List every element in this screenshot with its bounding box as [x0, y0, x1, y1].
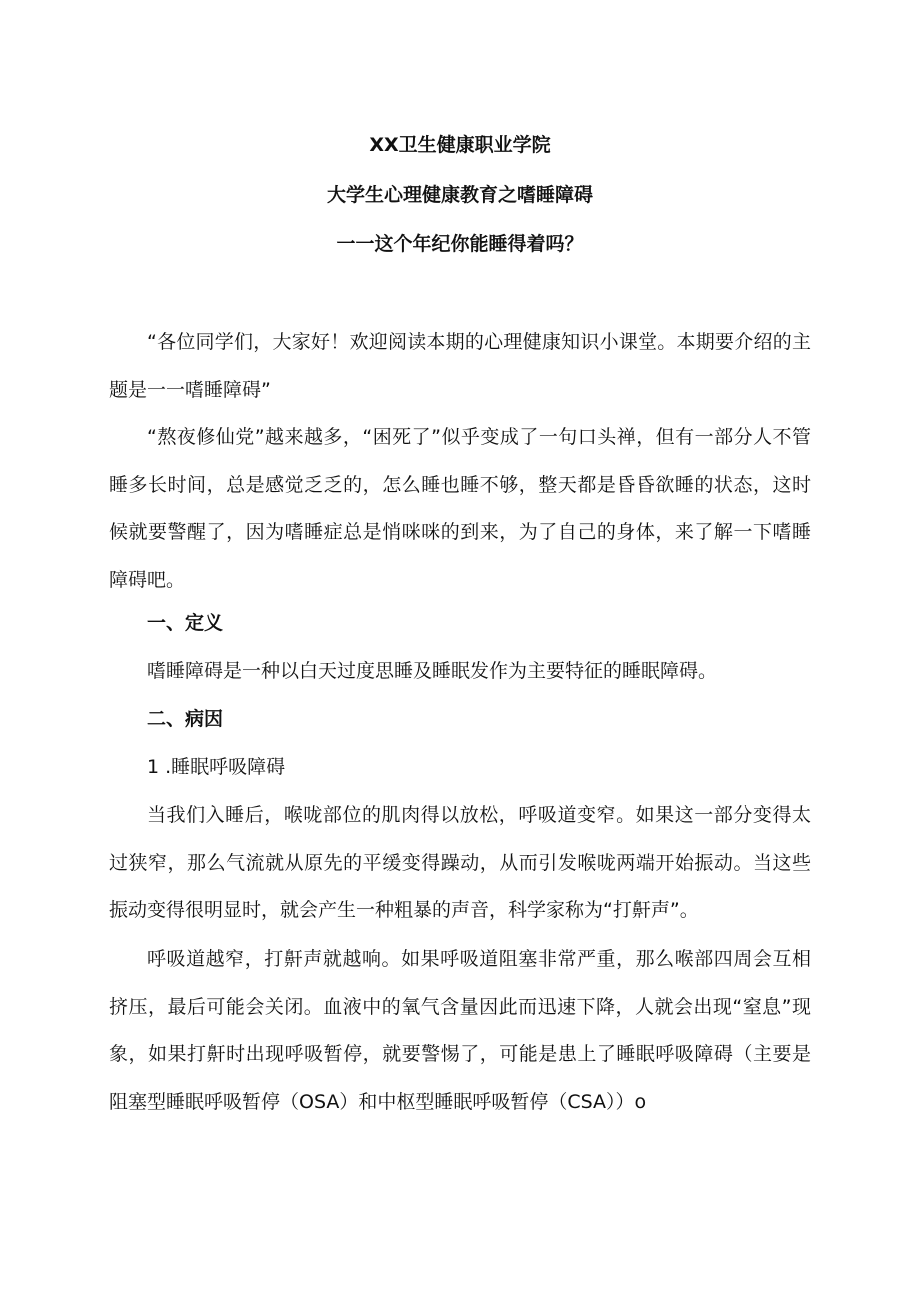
document-subtitle: 一一这个年纪你能睡得着吗？	[336, 233, 584, 255]
section-causes-heading: 二、病因	[147, 708, 224, 730]
institution-title: XX卫生健康职业学院	[369, 134, 551, 156]
apnea-paragraph: 呼吸道越窄，打鼾声就越响。如果呼吸道阻塞非常严重，那么喉部四周会互相挤压，最后可能会关闭。血液中的氧气含量因此而迅速下降，人就会出现“窒息”现象，如果打鼾时出现呼吸暂停，就要警惕了，可能是患上了睡眠呼吸障碍（主要是阻塞型睡眠呼吸暂停（OSA）和中枢型睡眠呼吸暂停（CSA））o	[109, 948, 811, 1113]
subsection-breathing-heading: 1 .睡眠呼吸障碍	[147, 756, 286, 778]
intro-paragraph: “各位同学们，大家好！欢迎阅读本期的心理健康知识小课堂。本期要介绍的主题是一一嗜睡障碍”	[109, 331, 811, 401]
document-title: 大学生心理健康教育之嗜睡障碍	[326, 184, 593, 206]
background-paragraph: “熬夜修仙党”越来越多，“困死了”似乎变成了一句口头禅，但有一部分人不管睡多长时间，总是感觉乏乏的，怎么睡也睡不够，整天都是昏昏欲睡的状态，这时候就要警醒了，因为嗜睡症总是悄咪咪的到来，为了自己的身体，来了解一下嗜睡障碍吧。	[109, 426, 811, 591]
section-definition-heading: 一、定义	[147, 612, 224, 634]
definition-paragraph: 嗜睡障碍是一种以白天过度思睡及睡眠发作为主要特征的睡眠障碍。	[147, 660, 718, 682]
snoring-paragraph: 当我们入睡后，喉咙部位的肌肉得以放松，呼吸道变窄。如果这一部分变得太过狭窄，那么气流就从原先的平缓变得躁动，从而引发喉咙两端开始振动。当这些振动变得很明显时，就会产生一种粗暴的声音，科学家称为“打鼾声”。	[109, 804, 811, 922]
